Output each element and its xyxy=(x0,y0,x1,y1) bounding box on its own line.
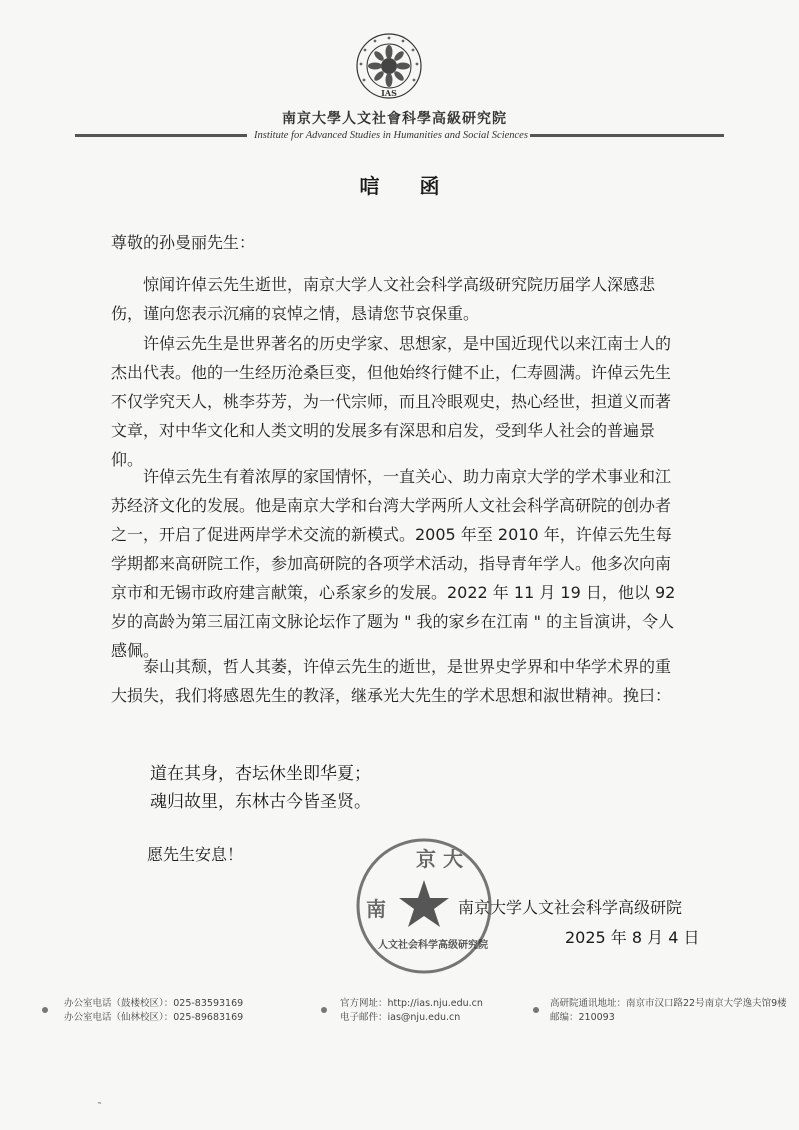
footer-address: 高研院通讯地址：南京市汉口路22号南京大学逸夫馆9楼 xyxy=(550,998,787,1009)
header-rule-left xyxy=(75,134,247,137)
scan-mark: ˜ xyxy=(97,1102,102,1113)
letter-date: 2025 年 8 月 4 日 xyxy=(565,928,700,947)
closing-wish: 愿先生安息！ xyxy=(147,845,244,864)
couplet-line-1: 道在其身，杏坛休坐即华夏； xyxy=(150,764,371,784)
footer-phone-gulou: 办公室电话（鼓楼校区）：025-83593169 xyxy=(64,998,244,1009)
paragraph-4: 泰山其颓，哲人其萎，许倬云先生的逝世，是世界史学界和中华学术界的重大损失，我们将感恩先生的教泽，继承光大先生的学术思想和淑世精神。挽曰： xyxy=(111,657,672,705)
footer-email: 电子邮件：ias@nju.edu.cn xyxy=(340,1012,461,1023)
logo-text: IAS xyxy=(381,88,397,98)
seal-left-text: 南 xyxy=(366,897,386,921)
footer-web xyxy=(340,997,483,1025)
institute-name-cn: 南京大學人文社會科學高級研究院 xyxy=(282,111,507,127)
letter-title: 唁函 xyxy=(359,174,480,198)
footer-address-block xyxy=(550,997,787,1025)
seal-bottom-text: 人文社会科学高级研究院 xyxy=(378,940,488,951)
paragraph-2: 许倬云先生是世界著名的历史学家、思想家，是中国近现代以来江南士人的杰出代表。他的一生经历沧桑巨变，但他始终行健不止，仁寿圆满。许倬云先生不仅学究天人，桃李芬芳，为一代宗师，而且冷眼观史，热心经世，担道义而著文章，对中华文化和人类文明的发展多有深思和启发，受到华人社会的普遍景仰。 xyxy=(111,334,672,469)
couplet-line-2: 魂归故里，东林古今皆圣贤。 xyxy=(150,792,371,812)
paragraph-3: 许倬云先生有着浓厚的家国情怀，一直关心、助力南京大学的学术事业和江苏经济文化的发展。他是南京大学和台湾大学两所人文社会科学高研院的创办者之一，开启了促进两岸学术交流的新模式。2005 年至 2010 年，许倬云先生每学期都来高研院工作，参加高研院的各项学术活动，指导青年学人。他多次向南京市和无锡市政府建言献策，心系家乡的发展。2022 年 11 月 19 日，他以 92 岁的高龄为第三届江南文脉论坛作了题为 " 我的家乡在江南 " 的主旨演讲，令人感佩。 xyxy=(111,467,676,660)
header-rule-right xyxy=(530,134,724,137)
seal-top-text: 京 大 xyxy=(416,847,463,871)
paragraph-1: 惊闻许倬云先生逝世，南京大学人文社会科学高级研究院历届学人深感悲伤，谨向您表示沉痛的哀悼之情，恳请您节哀保重。 xyxy=(111,275,656,323)
footer-website: 官方网址：http://ias.nju.edu.cn xyxy=(340,998,483,1009)
institute-name-en: Institute for Advanced Studies in Humanities and Social Sciences xyxy=(254,130,528,141)
footer-phones xyxy=(64,997,243,1025)
footer-bullet-icon xyxy=(42,1007,48,1013)
footer-postcode: 邮编：210093 xyxy=(550,1012,615,1023)
footer-bullet-icon xyxy=(533,1007,539,1013)
footer-bullet-icon xyxy=(321,1007,327,1013)
greeting: 尊敬的孙曼丽先生： xyxy=(111,233,256,252)
footer-phone-xianlin: 办公室电话（仙林校区）：025-89683169 xyxy=(64,1012,244,1023)
signature: 南京大学人文社会科学高级研院 xyxy=(458,898,683,917)
